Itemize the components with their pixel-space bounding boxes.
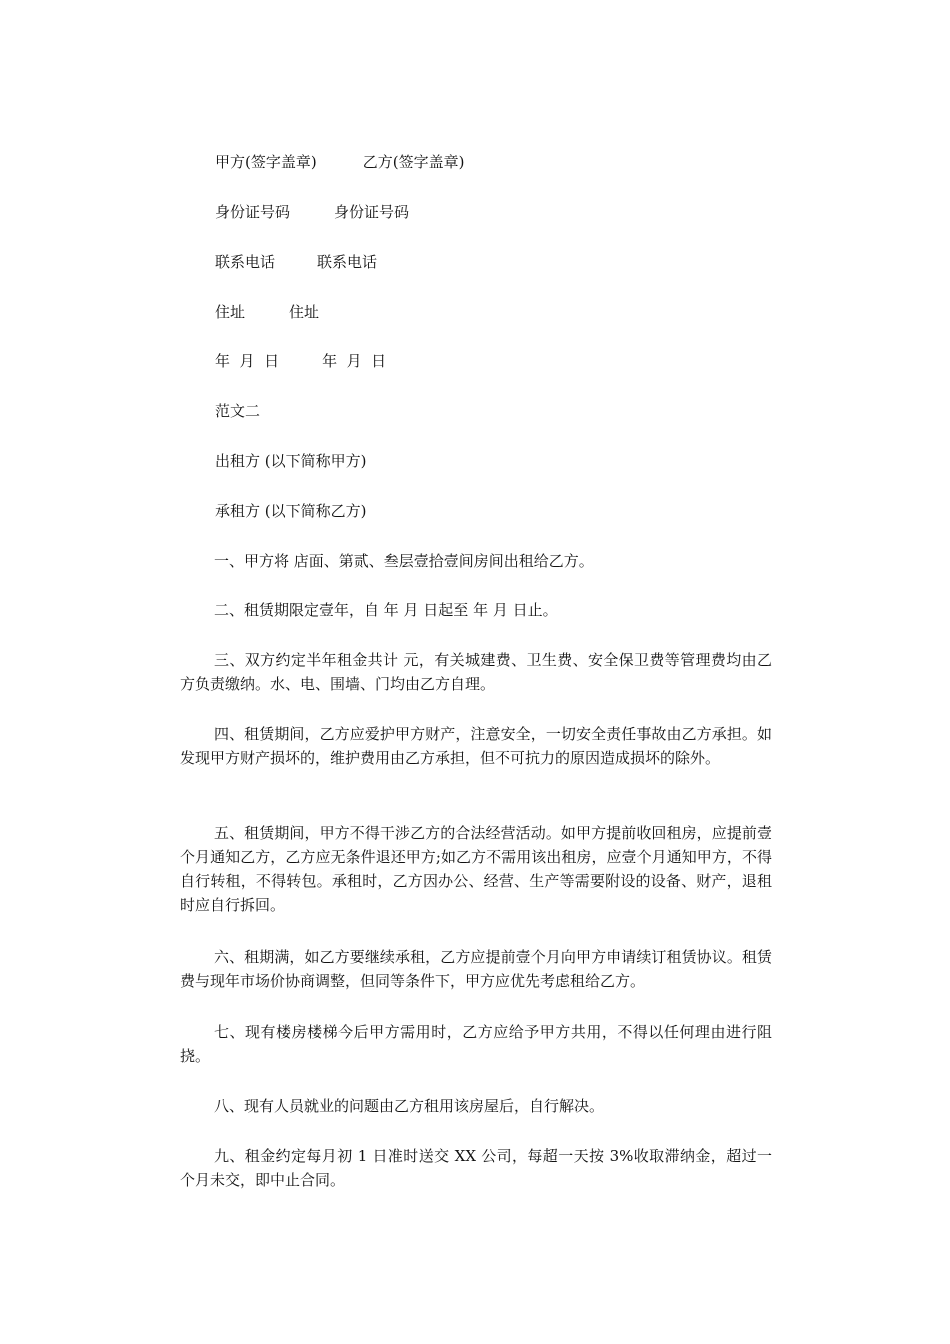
party-a-address-label: 住址 — [215, 303, 246, 321]
clause-4: 四、租赁期间，乙方应爱护甲方财产，注意安全，一切安全责任事故由乙方承担。如发现甲方财产损坏的，维护费用由乙方承担，但不可抗力的原因造成损坏的除外。 — [180, 725, 772, 767]
clause-3: 三、双方约定半年租金共计 元，有关城建费、卫生费、安全保卫费等管理费均由乙方负责缴纳。水、电、围墙、门均由乙方自理。 — [180, 651, 772, 693]
clause-1: 一、甲方将 店面、第贰、叁层壹拾壹间房间出租给乙方。 — [214, 552, 594, 570]
clause-5: 五、租赁期间，甲方不得干涉乙方的合法经营活动。如甲方提前收回租房，应提前壹个月通知乙方，乙方应无条件退还甲方;如乙方不需用该出租房，应壹个月通知甲方，不得自行转租，不得转包。承租时，乙方因办公、经营、生产等需要附设的设备、财产，退租时应自行拆回。 — [180, 824, 772, 914]
party-a-date-label: 年 月 日 — [215, 352, 280, 370]
clause-7: 七、现有楼房楼梯今后甲方需用时，乙方应给予甲方共用，不得以任何理由进行阻挠。 — [180, 1023, 772, 1065]
party-b-address-label: 住址 — [289, 303, 320, 321]
lessor-line: 出租方 (以下简称甲方) — [215, 452, 367, 470]
party-a-phone-label: 联系电话 — [215, 253, 276, 271]
section-heading: 范文二 — [215, 402, 261, 420]
party-a-signature-label: 甲方(签字盖章) — [215, 153, 317, 171]
party-b-phone-label: 联系电话 — [317, 253, 378, 271]
date-row — [215, 349, 386, 373]
party-b-date-label: 年 月 日 — [322, 352, 387, 370]
address-row — [215, 300, 319, 324]
lessee-line: 承租方 (以下简称乙方) — [215, 502, 367, 520]
party-b-signature-label: 乙方(签字盖章) — [362, 153, 465, 171]
clause-8: 八、现有人员就业的问题由乙方租用该房屋后，自行解决。 — [214, 1097, 605, 1115]
id-number-row — [215, 200, 409, 224]
party-a-id-label: 身份证号码 — [215, 203, 291, 221]
clause-9: 九、租金约定每月初 1 日准时送交 XX 公司，每超一天按 3%收取滞纳金，超过一个月未交，即中止合同。 — [180, 1147, 772, 1189]
party-b-id-label: 身份证号码 — [334, 203, 410, 221]
signature-row — [215, 150, 464, 174]
phone-row — [215, 250, 377, 274]
clause-2: 二、租赁期限定壹年，自 年 月 日起至 年 月 日止。 — [214, 601, 558, 619]
clause-6: 六、租期满，如乙方要继续承租，乙方应提前壹个月向甲方申请续订租赁协议。租赁费与现年市场价协商调整，但同等条件下，甲方应优先考虑租给乙方。 — [180, 948, 772, 990]
